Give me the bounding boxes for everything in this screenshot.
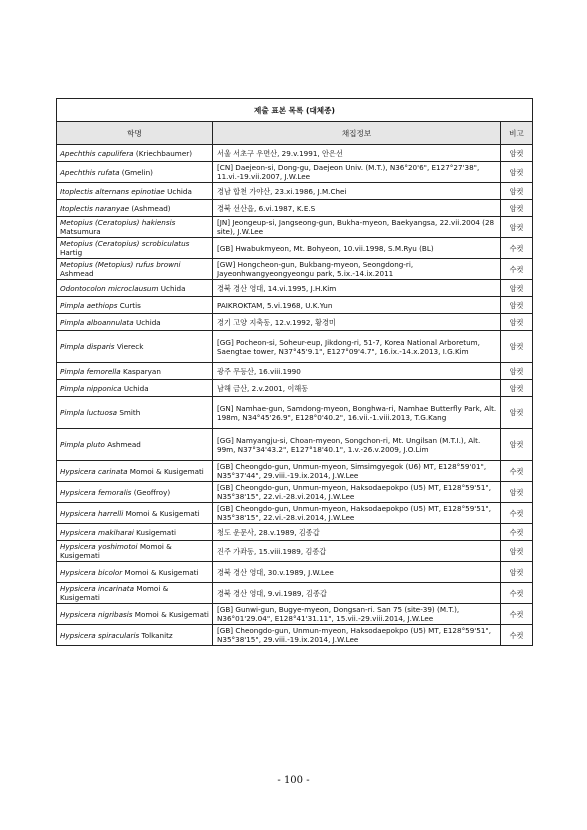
remarks-cell: 수컷	[501, 259, 533, 280]
species-authority: Momoi & Kusigemati	[124, 567, 199, 577]
table-title-row	[57, 99, 533, 122]
species-authority: Ashmead	[60, 269, 94, 278]
collection-info-cell: PAIKROKTAM, 5.vi.1968, U.K.Yun	[213, 297, 501, 314]
species-authority: Momoi & Kusigemati	[134, 609, 209, 619]
collection-info-cell: [GB] Cheongdo-gun, Unmun-myeon, Haksodaepokpo (U5) MT, E128°59'51", N35°38'15", 29.viii.-19.ix.2014, J.W.Lee	[213, 625, 501, 646]
table-row	[57, 625, 533, 646]
remarks-cell: 암컷	[501, 380, 533, 397]
species-name: Hypsicera nigribasis	[60, 609, 133, 619]
species-name: Apechthis rufata	[60, 167, 120, 177]
table-row	[57, 217, 533, 238]
remarks-cell: 수컷	[501, 503, 533, 524]
collection-info-cell: [GW] Hongcheon-gun, Bukbang-myeon, Seongdong-ri, Jayeonhwangyeongyeongu park, 5.ix.-14.ix.2011	[213, 259, 501, 280]
species-name: Pimpla alboannulata	[60, 317, 134, 327]
species-authority: Kasparyan	[123, 366, 161, 376]
header-scientific-name: 학명	[57, 122, 213, 145]
table-row	[57, 380, 533, 397]
scientific-name-cell	[57, 524, 213, 541]
collection-info-cell: 청도 운문사, 28.v.1989, 김종갑	[213, 524, 501, 541]
remarks-cell: 암컷	[501, 429, 533, 461]
remarks-cell: 암컷	[501, 297, 533, 314]
species-name: Hypsicera makiharai	[60, 527, 134, 537]
species-name: Itoplectis alternans epinotiae	[60, 186, 165, 196]
table-row	[57, 259, 533, 280]
species-authority: Hartig	[60, 248, 83, 257]
remarks-cell: 수컷	[501, 524, 533, 541]
scientific-name-cell	[57, 397, 213, 429]
table-row	[57, 482, 533, 503]
page-number: - 100 -	[277, 775, 310, 786]
remarks-cell: 암컷	[501, 562, 533, 583]
table-row	[57, 503, 533, 524]
table-row	[57, 183, 533, 200]
species-name: Pimpla luctuosa	[60, 408, 118, 417]
table-row	[57, 524, 533, 541]
remarks-cell: 암컷	[501, 145, 533, 162]
species-name: Pimpla pluto	[60, 440, 105, 449]
remarks-cell: 수컷	[501, 625, 533, 646]
collection-info-cell: 경북 경산 영대, 9.vi.1989, 김종갑	[213, 583, 501, 604]
collection-info-cell: [GG] Pocheon-si, Soheur-eup, Jikdong-ri, 51-7, Korea National Arboretum, Saengtae tower, N37°45'9.1", E127°09'4.7", 16.ix.-14.x.2013, I.G.Kim	[213, 331, 501, 363]
scientific-name-cell	[57, 314, 213, 331]
species-authority: Momoi & Kusigemati	[129, 466, 204, 476]
remarks-cell: 암컷	[501, 280, 533, 297]
species-authority: Viereck	[116, 342, 144, 351]
remarks-cell: 수컷	[501, 583, 533, 604]
collection-info-cell: [GN] Namhae-gun, Samdong-myeon, Bonghwa-ri, Namhae Butterfly Park, Alt. 198m, N34°45'26.9", E128°0'40.2", 16.vii.-1.viii.2013, T.G.Kang	[213, 397, 501, 429]
species-name: Itoplectis naranyae	[60, 203, 130, 213]
collection-info-cell: [JN] Jeongeup-si, Jangseong-gun, Bukha-myeon, Baekyangsa, 22.vii.2004 (28 site), J.W.Lee	[213, 217, 501, 238]
species-name: Apechthis capulifera	[60, 148, 134, 158]
table-header-row	[57, 122, 533, 145]
collection-info-cell: 경남 합천 가야산, 23.xi.1986, J.M.Chei	[213, 183, 501, 200]
table-row	[57, 562, 533, 583]
remarks-cell: 암컷	[501, 217, 533, 238]
table-body	[57, 145, 533, 646]
collection-info-cell: 진주 가좌동, 15.viii.1989, 김종갑	[213, 541, 501, 562]
species-authority: Uchida	[160, 283, 186, 293]
collection-info-cell: 경북 경산 영대, 14.vi.1995, J.H.Kim	[213, 280, 501, 297]
scientific-name-cell	[57, 217, 213, 238]
scientific-name-cell	[57, 238, 213, 259]
collection-info-cell: [GB] Cheongdo-gun, Unmun-myeon, Simsimgyegok (U6) MT, E128°59'01", N35°37'44", 29.viii.-19.ix.2014, J.W.Lee	[213, 461, 501, 482]
scientific-name-cell	[57, 183, 213, 200]
scientific-name-cell	[57, 380, 213, 397]
species-authority: (Kriechbaumer)	[135, 148, 192, 158]
remarks-cell: 암컷	[501, 162, 533, 183]
species-authority: (Gmelin)	[121, 167, 153, 177]
collection-info-cell: [GG] Namyangju-si, Choan-myeon, Songchon-ri, Mt. Ungilsan (M.T.I.), Alt. 99m, N37°34'43.2", E127°18'40.1", 1.v.-26.v.2009, J.O.Lim	[213, 429, 501, 461]
collection-info-cell: [GB] Gunwi-gun, Bugye-myeon, Dongsan-ri. San 75 (site-39) (M.T.), N36°01'29.04", E128°41'31.11", 15.vii.-29.viii.2014, J.W.Lee	[213, 604, 501, 625]
table-row	[57, 145, 533, 162]
header-collection-info: 채집정보	[213, 122, 501, 145]
scientific-name-cell	[57, 259, 213, 280]
species-authority: Uchida	[167, 186, 192, 196]
species-authority: Momoi & Kusigemati	[125, 508, 200, 518]
species-authority: Kusigemati	[136, 527, 177, 537]
table-row	[57, 331, 533, 363]
species-name: Hypsicera spiracularis	[60, 630, 140, 640]
species-name: Metopius (Metopius) rufus browni	[60, 260, 181, 269]
table-row	[57, 461, 533, 482]
scientific-name-cell	[57, 145, 213, 162]
species-name: Odontocolon microclausum	[60, 283, 159, 293]
species-name: Hypsicera incarinata	[60, 584, 135, 593]
collection-info-cell: 경북 경산 영대, 30.v.1989, J.W.Lee	[213, 562, 501, 583]
remarks-cell: 암컷	[501, 200, 533, 217]
table-row	[57, 314, 533, 331]
table-row	[57, 397, 533, 429]
table-row	[57, 200, 533, 217]
scientific-name-cell	[57, 363, 213, 380]
species-authority: Curtis	[119, 300, 141, 310]
scientific-name-cell	[57, 331, 213, 363]
scientific-name-cell	[57, 562, 213, 583]
species-authority: Smith	[119, 408, 141, 417]
remarks-cell: 암컷	[501, 363, 533, 380]
species-authority: Ashmead	[107, 440, 141, 449]
table-row	[57, 238, 533, 259]
species-name: Pimpla nipponica	[60, 383, 122, 393]
remarks-cell: 수컷	[501, 238, 533, 259]
remarks-cell: 수컷	[501, 461, 533, 482]
remarks-cell: 암컷	[501, 541, 533, 562]
table-row	[57, 429, 533, 461]
remarks-cell: 수컷	[501, 604, 533, 625]
table-row	[57, 604, 533, 625]
collection-info-cell: [GB] Cheongdo-gun, Unmun-myeon, Haksodaepokpo (U5) MT, E128°59'51", N35°38'15", 22.vi.-28.vi.2014, J.W.Lee	[213, 482, 501, 503]
scientific-name-cell	[57, 583, 213, 604]
species-authority: Uchida	[135, 317, 161, 327]
collection-info-cell: 광주 무등산, 16.viii.1990	[213, 363, 501, 380]
specimen-table	[56, 98, 533, 646]
scientific-name-cell	[57, 461, 213, 482]
species-name: Pimpla aethiops	[60, 300, 118, 310]
table-row	[57, 541, 533, 562]
header-remarks: 비고	[501, 122, 533, 145]
species-name: Metopius (Ceratopius) scrobiculatus	[60, 239, 190, 248]
scientific-name-cell	[57, 604, 213, 625]
species-name: Hypsicera carinata	[60, 466, 128, 476]
collection-info-cell: 서울 서초구 우면산, 29.v.1991, 안은선	[213, 145, 501, 162]
remarks-cell: 암컷	[501, 183, 533, 200]
table-row	[57, 363, 533, 380]
collection-info-cell: [GB] Cheongdo-gun, Unmun-myeon, Haksodaepokpo (U5) MT, E128°59'51", N35°38'15", 22.vi.-28.vi.2014, J.W.Lee	[213, 503, 501, 524]
collection-info-cell: [CN] Daejeon-si, Dong-gu, Daejeon Univ. (M.T.), N36°20'6", E127°27'38", 11.vi.-19.vii.2007, J.W.Lee	[213, 162, 501, 183]
table-row	[57, 297, 533, 314]
scientific-name-cell	[57, 297, 213, 314]
scientific-name-cell	[57, 482, 213, 503]
remarks-cell: 암컷	[501, 331, 533, 363]
table-row	[57, 162, 533, 183]
species-name: Pimpla disparis	[60, 342, 115, 351]
remarks-cell: 암컷	[501, 314, 533, 331]
specimen-table-wrapper	[56, 98, 532, 646]
scientific-name-cell	[57, 162, 213, 183]
scientific-name-cell	[57, 541, 213, 562]
collection-info-cell: [GB] Hwabukmyeon, Mt. Bohyeon, 10.vii.1998, S.M.Ryu (BL)	[213, 238, 501, 259]
table-title: 제출 표본 목록 (대체종)	[57, 99, 533, 122]
species-authority: Momoi & Kusigemati	[60, 542, 172, 560]
species-name: Pimpla femorella	[60, 366, 121, 376]
scientific-name-cell	[57, 625, 213, 646]
species-name: Hypsicera femoralis	[60, 487, 132, 497]
species-name: Hypsicera yoshimotoi	[60, 542, 138, 551]
collection-info-cell: 남해 금산, 2.v.2001, 이해동	[213, 380, 501, 397]
scientific-name-cell	[57, 280, 213, 297]
scientific-name-cell	[57, 200, 213, 217]
table-row	[57, 583, 533, 604]
species-authority: Uchida	[123, 383, 149, 393]
species-authority: (Ashmead)	[131, 203, 171, 213]
remarks-cell: 암컷	[501, 397, 533, 429]
table-row	[57, 280, 533, 297]
collection-info-cell: 경기 고양 지축동, 12.v.1992, 황경미	[213, 314, 501, 331]
species-authority: Momoi & Kusigemati	[60, 584, 169, 602]
collection-info-cell: 경북 선산읍, 6.vi.1987, K.E.S	[213, 200, 501, 217]
scientific-name-cell	[57, 503, 213, 524]
species-name: Metopius (Ceratopius) hakiensis	[60, 218, 176, 227]
species-authority: Matsumura	[60, 227, 101, 236]
scientific-name-cell	[57, 429, 213, 461]
species-authority: Tolkanitz	[141, 630, 173, 640]
species-name: Hypsicera harrelli	[60, 508, 124, 518]
species-name: Hypsicera bicolor	[60, 567, 123, 577]
species-authority: (Geoffroy)	[133, 487, 171, 497]
remarks-cell: 암컷	[501, 482, 533, 503]
